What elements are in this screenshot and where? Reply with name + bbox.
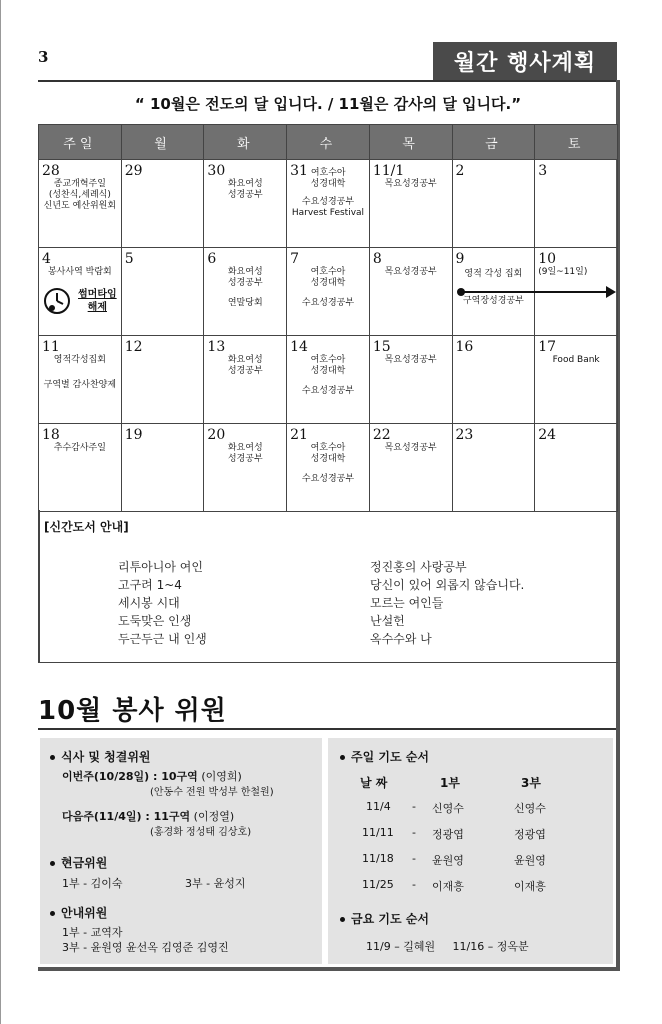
event-label: 성경대학 (310, 454, 346, 464)
event-label: 화요여성 (227, 443, 263, 453)
book-title: 모르는 여인들 (370, 596, 444, 610)
event-label: 연말당회 (227, 298, 263, 308)
day-number: 14 (290, 339, 308, 355)
prayer-first: 윤원영 (432, 854, 464, 867)
clock-icon (42, 286, 72, 316)
calendar-cell (121, 424, 204, 512)
day-number: 8 (372, 251, 382, 267)
day-number: 29 (124, 163, 143, 179)
monthly-motto: “ 10월은 전도의 달 입니다. / 11월은 감사의 달 입니다.” (134, 95, 522, 113)
event-label: 수요성경공부 (301, 474, 355, 484)
event-label: 성경대학 (310, 366, 346, 376)
day-number: 28 (42, 163, 60, 179)
calendar-week (39, 160, 618, 248)
event-label: Harvest Festival (291, 208, 365, 218)
day-number: 30 (207, 163, 226, 179)
col-date: 날 짜 (360, 776, 388, 790)
col-first: 1부 (440, 776, 460, 790)
prayer-dash: - (412, 826, 416, 839)
event-label: 목요성경공부 (384, 355, 437, 365)
weekday-wed: 수 (287, 125, 370, 160)
weekday-mon: 월 (121, 125, 204, 160)
day-number: 5 (124, 251, 134, 267)
calendar-week (39, 424, 618, 512)
event-label: 구역별 감사찬양제 (43, 380, 117, 390)
event-label: 성경공부 (227, 190, 263, 200)
event-label: 목요성경공부 (384, 267, 437, 277)
day-number: 31 (290, 163, 308, 179)
day-number: 6 (207, 251, 217, 267)
event-label: 여호수아 (310, 355, 346, 365)
calendar-cell (204, 336, 287, 424)
event-label: 성경공부 (227, 366, 263, 376)
event-spacer (290, 377, 366, 386)
dst-label: 해제 (87, 302, 107, 313)
book-title: 고구려 1~4 (118, 578, 182, 592)
day-number: 20 (207, 427, 226, 443)
day-number: 7 (290, 251, 300, 267)
offering-first: 1부 - 김이숙 (62, 877, 123, 890)
event-label: 추수감사주일 (53, 443, 106, 453)
service-rule (38, 728, 618, 730)
calendar-week (39, 336, 618, 424)
dst-notice (42, 286, 118, 316)
day-number: 24 (538, 427, 557, 443)
event-calendar (38, 124, 618, 512)
page-number: 3 (38, 48, 49, 66)
meal-this-week-members: (안동수 전원 박성부 한철원) (150, 787, 274, 798)
day-number: 19 (124, 427, 143, 443)
prayer-third: 윤원영 (514, 854, 546, 867)
books-left-border (38, 510, 40, 662)
service-shadow (616, 726, 620, 971)
bullet-icon (340, 755, 345, 760)
bottom-rule (38, 967, 620, 971)
event-label: 수요성경공부 (301, 298, 355, 308)
meal-heading: 식사 및 청결위원 (50, 748, 151, 765)
event-label: 성경공부 (227, 454, 263, 464)
day-number: 21 (290, 427, 308, 443)
book-title: 세시봉 시대 (118, 596, 180, 610)
new-books-heading: [신간도서 안내] (44, 520, 129, 534)
calendar-cell (39, 160, 122, 248)
offering-heading: 현금위원 (50, 854, 107, 871)
event-spacer (290, 190, 366, 197)
event-label: 목요성경공부 (384, 179, 437, 189)
event-label: 화요여성 (227, 355, 263, 365)
calendar-cell (121, 336, 204, 424)
prayer-dash: - (412, 800, 416, 813)
calendar-cell (121, 248, 204, 336)
new-books-section (38, 510, 618, 663)
prayer-third: 이재흥 (514, 880, 546, 893)
usher-heading: 안내위원 (50, 904, 107, 921)
prayer-third: 정광엽 (514, 828, 546, 841)
usher-third: 3부 - 윤원영 윤선옥 김영준 김영진 (62, 941, 229, 954)
calendar-cell (369, 160, 452, 248)
event-label: 여호수아 (310, 267, 346, 277)
day-number: 18 (42, 427, 60, 443)
prayer-first: 정광엽 (432, 828, 464, 841)
calendar-cell (204, 248, 287, 336)
bullet-icon (50, 755, 55, 760)
day-number: 17 (538, 339, 557, 355)
event-label: 목요성경공부 (384, 443, 437, 453)
day-number: 13 (207, 339, 226, 355)
weekday-header-row (39, 125, 618, 160)
service-left-panel (40, 738, 322, 964)
usher-first: 1부 - 교역자 (62, 926, 123, 939)
book-title: 리투아니아 여인 (118, 560, 203, 574)
book-title: 두근두근 내 인생 (118, 632, 207, 646)
prayer-date: 11/4 (366, 800, 391, 813)
event-label: 영적각성집회 (53, 355, 106, 365)
day-number: 11 (42, 339, 60, 355)
offering-third: 3부 - 윤성지 (185, 877, 246, 890)
event-label: 화요여성 (227, 179, 263, 189)
prayer-first: 이재흥 (432, 880, 464, 893)
event-label: 성경대학 (310, 278, 346, 288)
sunday-prayer-heading: 주일 기도 순서 (340, 748, 429, 765)
event-label: (9일~11일) (538, 267, 588, 277)
weekday-fri: 금 (452, 125, 535, 160)
calendar-cell (535, 336, 618, 424)
col-third: 3부 (521, 776, 541, 790)
day-number: 3 (538, 163, 548, 179)
friday-prayer-heading: 금요 기도 순서 (340, 910, 429, 927)
event-label: (성찬식,세례식) (48, 190, 111, 200)
event-label: 여호수아 (310, 443, 346, 453)
event-label: 구역장성경공부 (462, 296, 524, 306)
day-number: 2 (455, 163, 465, 179)
event-label: 종교개혁주일 (53, 179, 106, 189)
event-label: 화요여성 (227, 267, 263, 277)
calendar-cell (39, 336, 122, 424)
day-number: 10 (538, 251, 557, 267)
calendar-cell (369, 336, 452, 424)
calendar-cell (39, 424, 122, 512)
event-label: 성경공부 (227, 278, 263, 288)
event-spacer (42, 366, 118, 380)
prayer-dash: - (412, 852, 416, 865)
book-title: 정진홍의 사랑공부 (370, 560, 467, 574)
day-number: 16 (455, 339, 474, 355)
calendar-cell (369, 424, 452, 512)
calendar-cell (204, 424, 287, 512)
book-title: 도둑맞은 인생 (118, 614, 192, 628)
dst-label: 썸머타임 (78, 289, 117, 300)
event-label: 여호수아 (310, 168, 346, 178)
calendar-cell (204, 160, 287, 248)
prayer-date: 11/11 (362, 826, 394, 839)
meal-this-week: 이번주(10/28일) : 10구역 (이영희) (62, 770, 242, 783)
event-spacer (290, 465, 366, 474)
prayer-first: 신영수 (432, 802, 464, 815)
event-label: 수요성경공부 (301, 386, 355, 396)
span-arrow-head (606, 286, 616, 298)
calendar-cell (121, 160, 204, 248)
friday-prayer-line: 11/9 – 길혜원 11/16 – 정옥분 (366, 940, 529, 953)
meal-next-week: 다음주(11/4일) : 11구역 (이정열) (62, 810, 235, 823)
page-title: 월간 행사계획 (433, 42, 617, 80)
service-title: 10월 봉사 위원 (38, 696, 227, 726)
book-title: 당신이 있어 외롭지 않습니다. (370, 578, 525, 592)
calendar-cell (287, 424, 370, 512)
calendar-cell (287, 160, 370, 248)
event-spacer (207, 289, 283, 298)
weekday-sat: 토 (535, 125, 618, 160)
bullet-icon (50, 861, 55, 866)
day-number: 11/1 (372, 163, 405, 179)
event-spacer (290, 289, 366, 298)
header-rule (38, 80, 618, 82)
meal-next-week-members: (홍경화 정성태 김상호) (150, 827, 252, 838)
service-right-panel (328, 738, 613, 964)
book-title: 난설헌 (370, 614, 405, 628)
calendar-cell (287, 336, 370, 424)
prayer-date: 11/18 (362, 852, 394, 865)
calendar-cell (452, 160, 535, 248)
weekday-tue: 화 (204, 125, 287, 160)
day-number: 15 (372, 339, 391, 355)
calendar-cell (452, 424, 535, 512)
day-number: 23 (455, 427, 474, 443)
new-books-left (118, 558, 207, 648)
day-number: 4 (42, 251, 51, 267)
weekday-thu: 목 (369, 125, 452, 160)
event-label: 영적 각성 집회 (464, 269, 523, 279)
event-label: Food Bank (552, 355, 600, 365)
calendar-cell (39, 248, 122, 336)
new-books-right (370, 558, 524, 648)
bullet-icon (50, 911, 55, 916)
prayer-third: 신영수 (514, 802, 546, 815)
calendar-cell (452, 336, 535, 424)
span-arrow-line (462, 291, 610, 293)
event-label: 성경대학 (310, 179, 346, 189)
weekday-sun: 주일 (39, 125, 122, 160)
calendar-cell (369, 248, 452, 336)
event-label: 신년도 예산위원회 (43, 201, 117, 211)
prayer-date: 11/25 (362, 878, 394, 891)
event-label: 수요성경공부 (301, 197, 355, 207)
bullet-icon (340, 917, 345, 922)
calendar-cell (535, 424, 618, 512)
calendar-cell (535, 160, 618, 248)
day-number: 12 (124, 339, 143, 355)
day-number: 9 (455, 251, 465, 267)
book-title: 옥수수와 나 (370, 632, 432, 646)
day-number: 22 (372, 427, 391, 443)
event-label: 봉사사역 박람회 (47, 267, 112, 277)
prayer-dash: - (412, 878, 416, 891)
calendar-cell (287, 248, 370, 336)
